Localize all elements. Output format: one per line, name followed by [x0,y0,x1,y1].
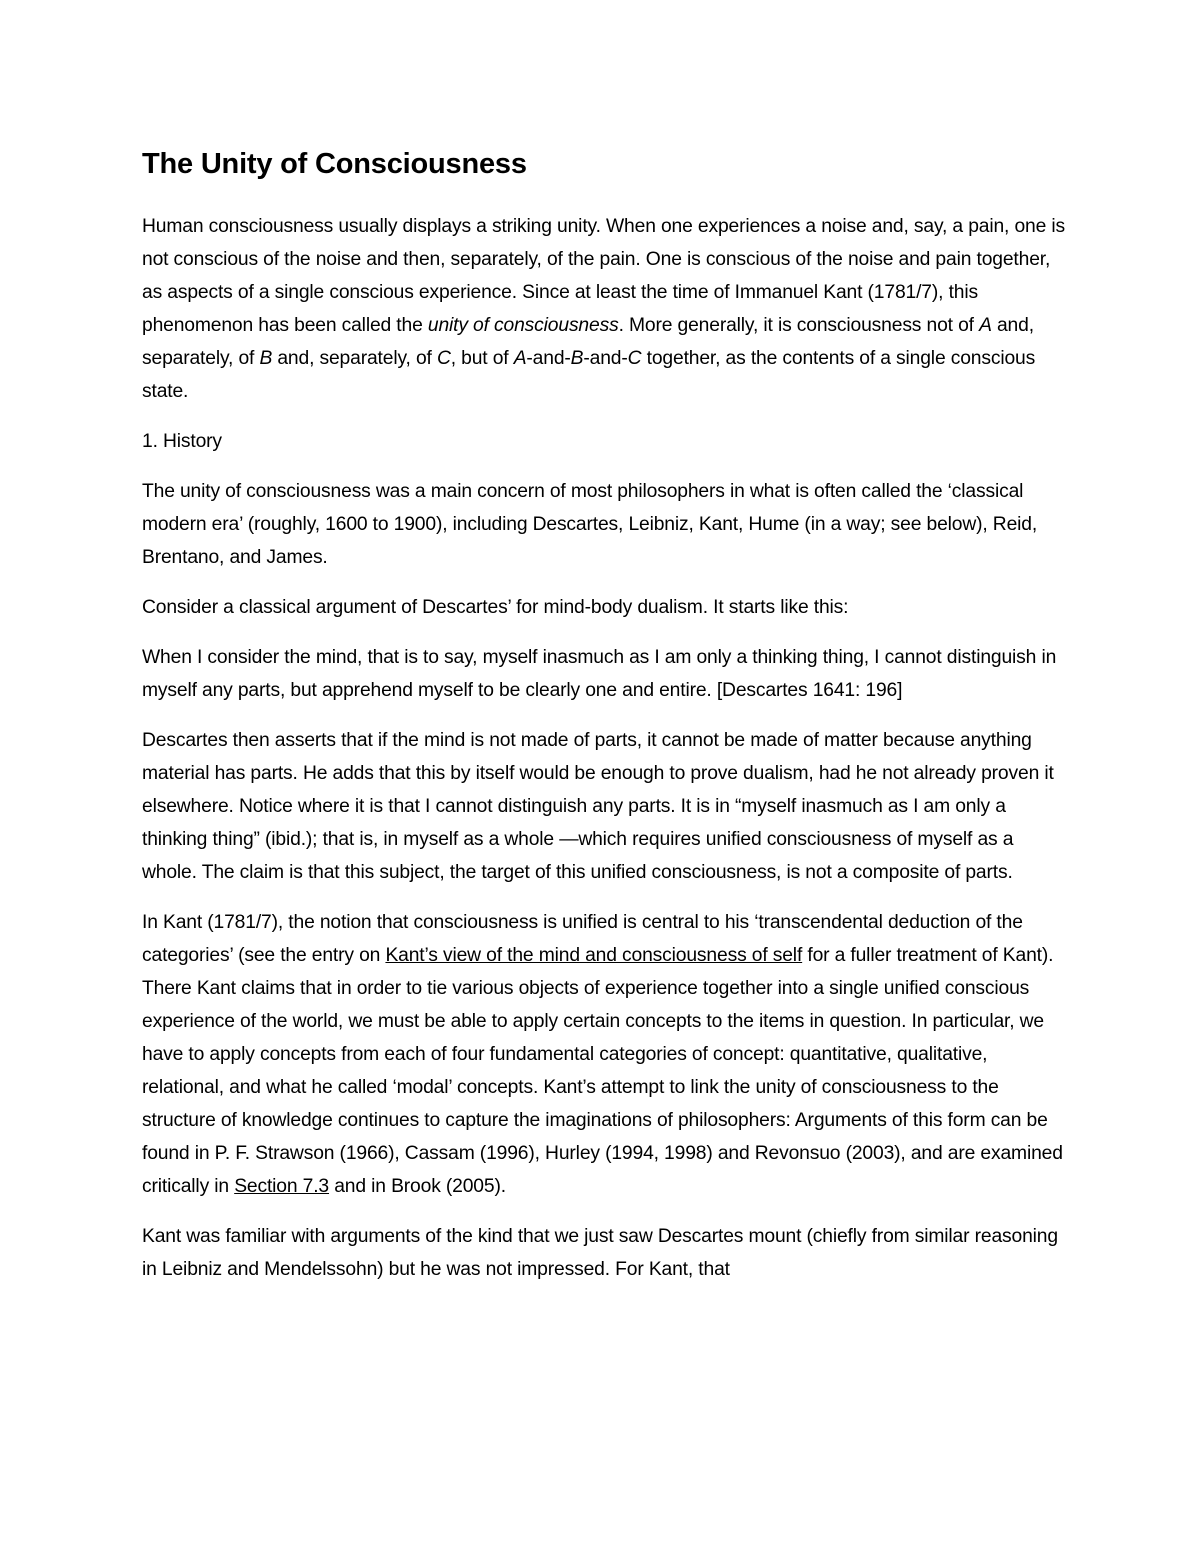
term-emphasis: unity of consciousness [427,315,619,336]
variable-c: C [627,348,642,369]
intro-text: Human consciousness usually displays a striking unity. When one experiences a noise and, say, a pain, one is not conscious of the noise and then, separately, of the pain. One is conscious of the noise and pain together, as aspects of a single conscious experience. Since at least the time of Immanuel Kant (1781/7), this phenomenon has been called the [142,216,1066,336]
variable-c: C [436,348,451,369]
final-paragraph: Kant was familiar with arguments of the kind that we just saw Descartes mount (chiefly from similar reasoning in Leibniz and Mendelssohn) but he was not impressed. For Kant, that [142,1226,1058,1280]
kant-text: for a fuller treatment of Kant). There Kant claims that in order to tie various objects of experience together into a single unified conscious experience of the world, we must be able to apply certain concepts to the items in question. In particular, we have to apply concepts from each of four fundamental categories of concept: quantitative, qualitative, relational, and what he called ‘modal’ concepts. Kant’s attempt to link the unity of consciousness to the structure of knowledge continues to capture the imaginations of philosophers: Arguments of this form can be found in P. F. Strawson (1966), Cassam (1996), Hurley (1994, 1998) and Revonsuo (2003), and are examined critically in [142,945,1063,1197]
kant-text: In Kant (1781/7), the notion that consciousness is unified is central to his ‘transcendental deduction of the categories’ (see the entry on [142,912,1023,966]
kant-paragraph [142,906,1067,1203]
kant-entry-link[interactable]: Kant’s view of the mind and consciousness of self [385,945,803,966]
variable-a: A [979,315,992,336]
variable-b: B [570,348,584,369]
page-title: The Unity of Consciousness [142,148,527,180]
intro-paragraph [142,210,1067,408]
section-link[interactable]: Section 7.3 [234,1176,330,1197]
intro-text: and, separately, of [272,348,437,369]
descartes-paragraph: Descartes then asserts that if the mind is not made of parts, it cannot be made of matter because anything material has parts. He adds that this by itself would be enough to prove dualism, had he not already proven it elsewhere. Notice where it is that I cannot distinguish any parts. It is in “myself inasmuch as I am only a thinking thing” (ibid.); that is, in myself as a whole —which requires unified consciousness of myself as a whole. The claim is that this subject, the target of this unified consciousness, is not a composite of parts. [142,730,1054,883]
descartes-quote: When I consider the mind, that is to say, myself inasmuch as I am only a thinking thing, I cannot distinguish in myself any parts, but apprehend myself to be clearly one and entire. [Descartes 1641: 196] [142,647,1057,701]
variable-a: A [513,348,527,369]
consider-paragraph: Consider a classical argument of Descartes’ for mind-body dualism. It starts like this: [142,597,849,618]
intro-text: -and- [583,348,628,369]
intro-text: and, separately, of [142,315,1034,369]
intro-text: . More generally, it is consciousness not of [618,315,980,336]
kant-text: and in Brook (2005). [329,1176,506,1197]
history-paragraph: The unity of consciousness was a main concern of most philosophers in what is often called the ‘classical modern era’ (roughly, 1600 to 1900), including Descartes, Leibniz, Kant, Hume (in a way; see below), Reid, Brentano, and James. [142,481,1038,568]
intro-text: together, as the contents of a single conscious state. [142,348,1036,402]
intro-text: , but of [450,348,514,369]
intro-text: -and- [526,348,571,369]
document-page [142,140,1067,1303]
section-heading: 1. History [142,431,222,452]
variable-b: B [259,348,273,369]
